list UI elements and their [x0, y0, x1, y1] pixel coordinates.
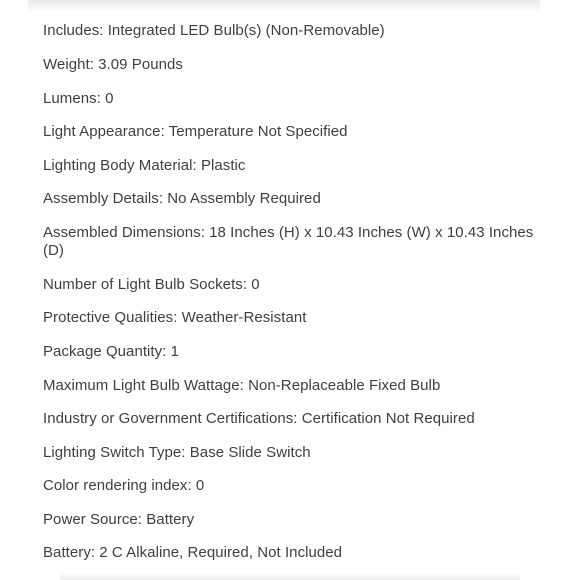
spec-body-material: Lighting Body Material: Plastic — [43, 157, 246, 174]
spec-light-appearance: Light Appearance: Temperature Not Specified — [43, 123, 348, 140]
spec-certifications: Industry or Government Certifications: Certification Not Required — [43, 410, 475, 427]
spec-max-wattage: Maximum Light Bulb Wattage: Non-Replaceable Fixed Bulb — [43, 377, 441, 394]
spec-includes: Includes: Integrated LED Bulb(s) (Non-Removable) — [43, 22, 385, 39]
spec-protective-qualities: Protective Qualities: Weather-Resistant — [43, 309, 307, 326]
spec-power-source: Power Source: Battery — [43, 511, 195, 528]
bottom-edge-shadow — [60, 572, 520, 580]
spec-weight: Weight: 3.09 Pounds — [43, 56, 183, 73]
top-edge-shadow — [28, 0, 540, 12]
spec-bulb-sockets: Number of Light Bulb Sockets: 0 — [43, 276, 260, 293]
spec-switch-type: Lighting Switch Type: Base Slide Switch — [43, 444, 311, 461]
spec-assembled-dimensions: Assembled Dimensions: 18 Inches (H) x 10.43 Inches (W) x 10.43 Inches (D) — [43, 224, 534, 259]
spec-package-quantity: Package Quantity: 1 — [43, 343, 180, 360]
spec-battery: Battery: 2 C Alkaline, Required, Not Included — [43, 544, 343, 561]
spec-color-rendering-index: Color rendering index: 0 — [43, 477, 205, 494]
spec-lumens: Lumens: 0 — [43, 90, 114, 107]
spec-assembly-details: Assembly Details: No Assembly Required — [43, 190, 321, 207]
